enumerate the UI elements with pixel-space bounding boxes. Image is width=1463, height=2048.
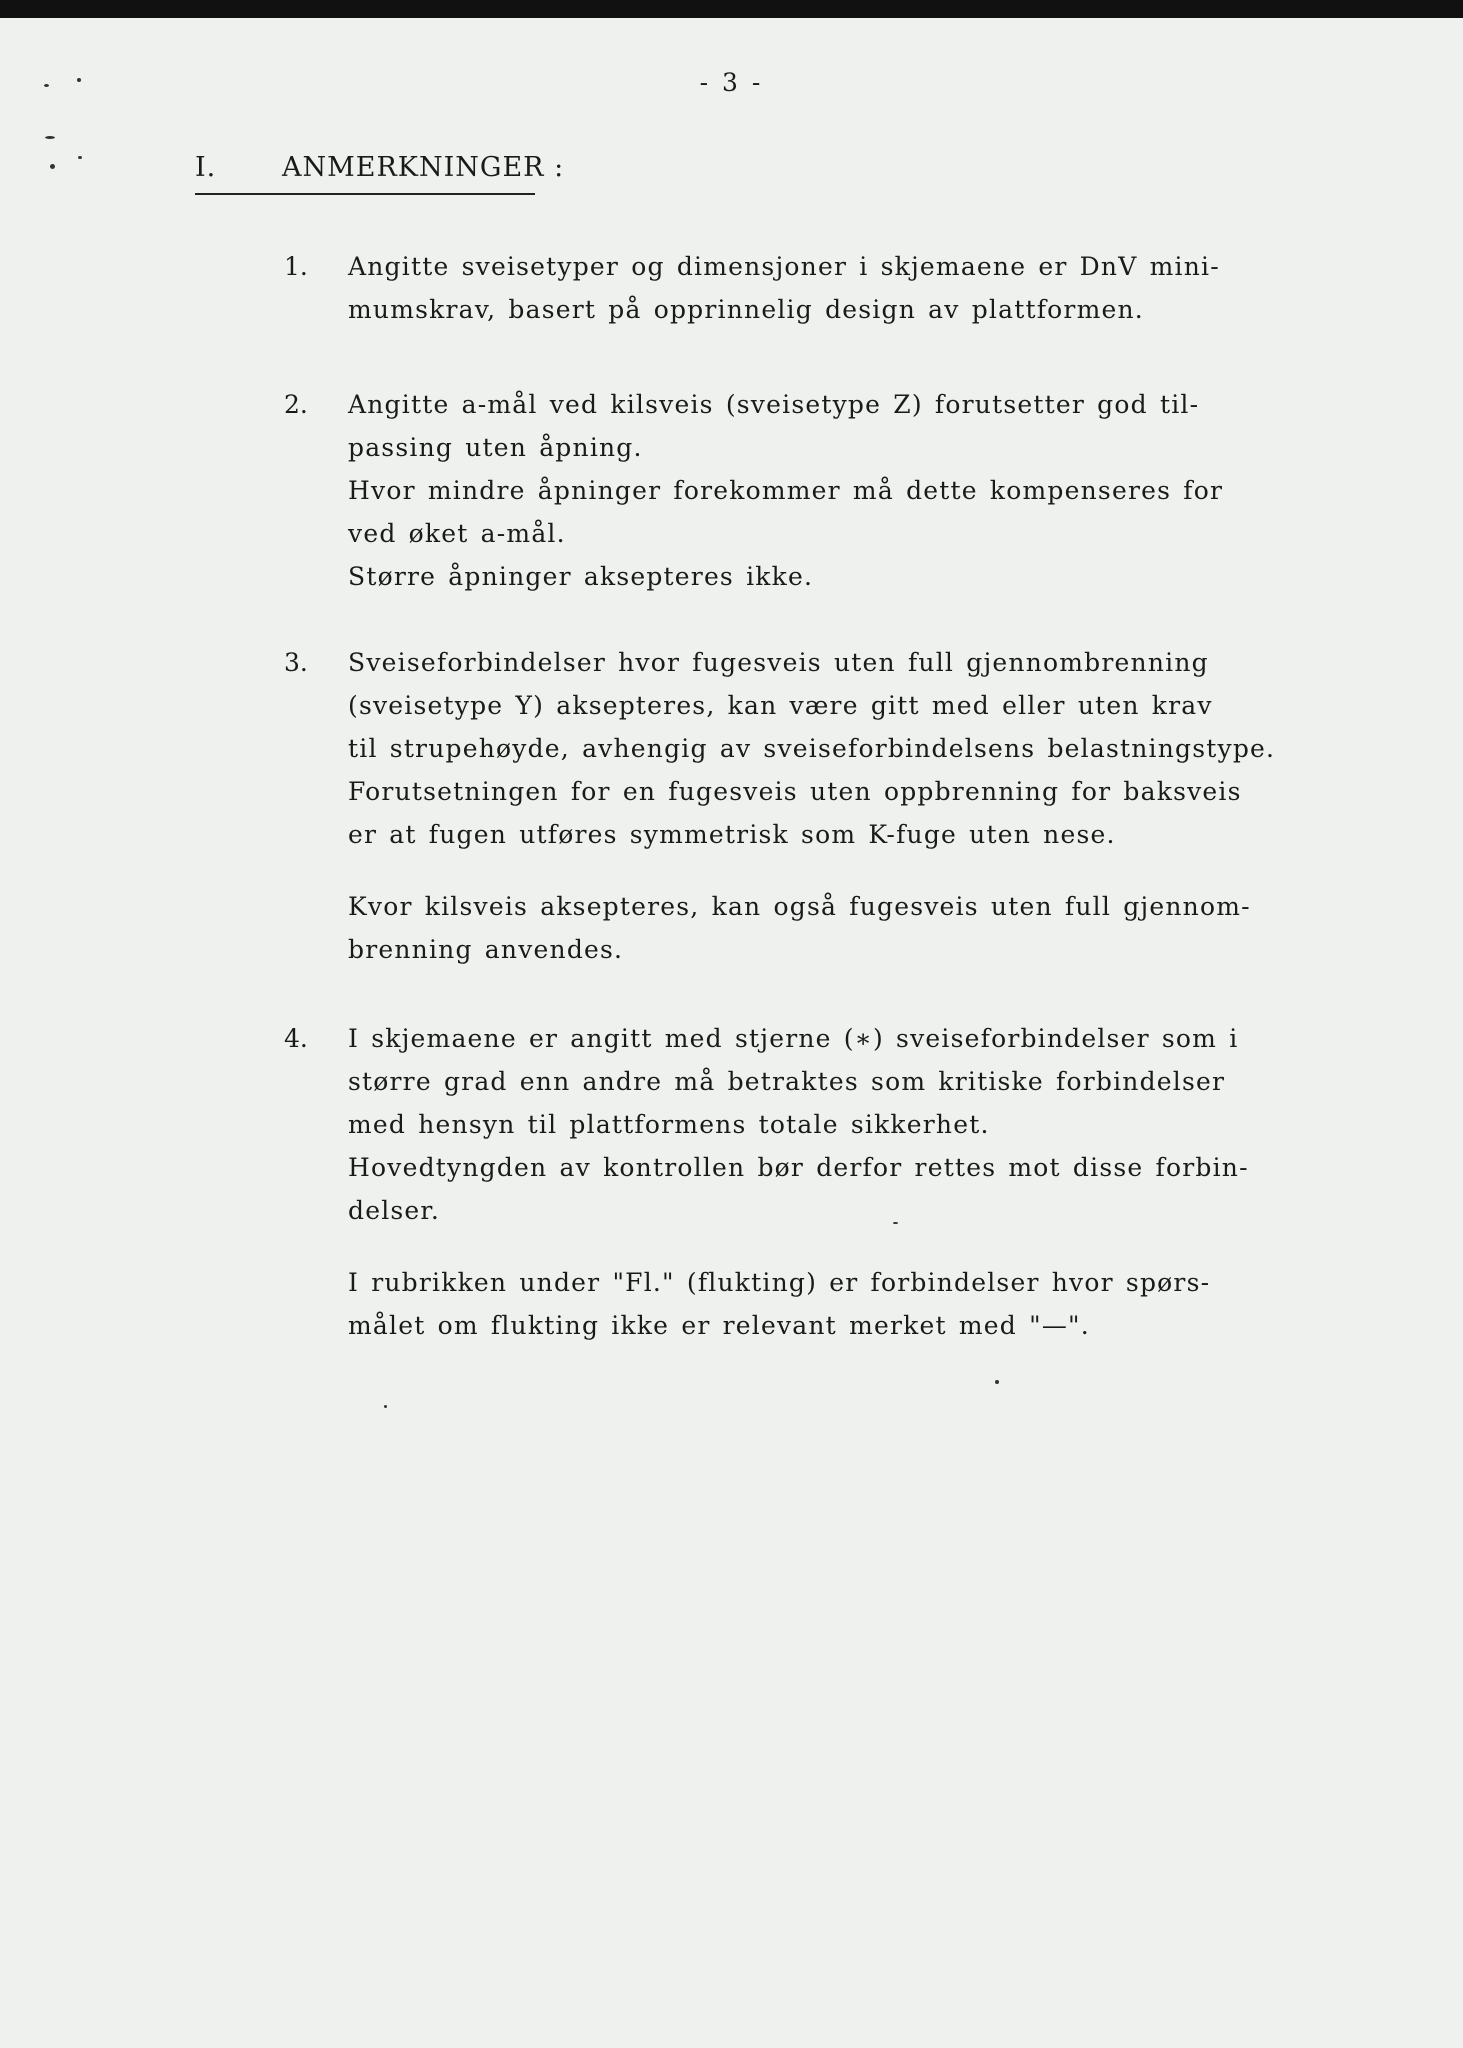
item-text-line: større grad enn andre må betraktes som kritiske forbindelser [348,1067,1226,1096]
item-text-line: Hovedtyngden av kontrollen bør derfor rettes mot disse forbin- [348,1153,1249,1182]
item-text-line: til strupehøyde, avhengig av sveiseforbindelsens belastningstype. [348,734,1276,763]
section-title: ANMERKNINGER : [282,152,565,183]
item-text-line: Angitte sveisetyper og dimensjoner i skjemaene er DnV mini- [348,252,1220,281]
item-text-line: delser. [348,1196,440,1225]
item-text-line: brenning anvendes. [348,935,624,964]
scan-speck [50,164,55,169]
scan-speck [78,156,82,159]
item-text-line: Kvor kilsveis aksepteres, kan også fugesveis uten full gjennom- [348,892,1251,921]
item-text-line: Angitte a-mål ved kilsveis (sveisetype Z) forutsetter god til- [348,390,1200,419]
scan-speck [44,84,49,87]
section-number: I. [195,152,217,183]
item-text-line: er at fugen utføres symmetrisk som K-fuge uten nese. [348,820,1116,849]
scan-speck [384,1405,387,1408]
heading-underline [195,193,535,195]
item-number: 1. [284,252,308,281]
item-text-line: Større åpninger aksepteres ikke. [348,562,814,591]
item-number: 2. [284,390,308,419]
item-number: 4. [284,1024,308,1053]
item-text-line: mumskrav, basert på opprinnelig design av plattformen. [348,295,1144,324]
item-text-line: (sveisetype Y) aksepteres, kan være gitt med eller uten krav [348,691,1213,720]
item-text-line: Hvor mindre åpninger forekommer må dette kompenseres for [348,476,1224,505]
item-text-line: Forutsetningen for en fugesveis uten oppbrenning for baksveis [348,777,1242,806]
item-text-line: I rubrikken under "Fl." (flukting) er forbindelser hvor spørs- [348,1268,1211,1297]
scan-speck [77,78,81,82]
section-heading [195,152,564,183]
item-text-line: målet om flukting ikke er relevant merket med "—". [348,1311,1090,1340]
item-number: 3. [284,648,308,677]
document-page [0,18,1463,2048]
item-text-line: Sveiseforbindelser hvor fugesveis uten full gjennombrenning [348,648,1209,677]
item-text-line: passing uten åpning. [348,433,643,462]
item-text-line: med hensyn til plattformens totale sikkerhet. [348,1110,990,1139]
item-text-line: ved øket a-mål. [348,519,566,548]
item-text-line: I skjemaene er angitt med stjerne (∗) sveiseforbindelser som i [348,1024,1239,1053]
page-number: - 3 - [699,68,764,97]
scan-speck [893,1222,898,1224]
scan-speck [45,136,55,139]
scan-speck [995,1380,999,1384]
